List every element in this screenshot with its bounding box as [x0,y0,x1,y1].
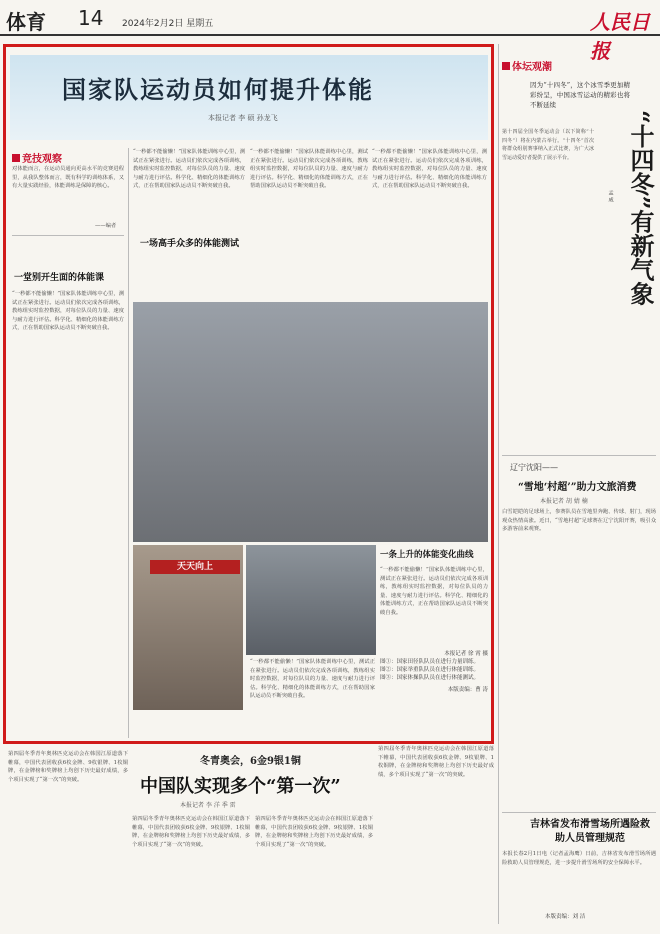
bottom-byline: 本报记者 李 洋 季 雷 [180,802,236,809]
commentary-text: 对体能而言，在运动员通向更高水平的竞赛进程里，从我队整体而言，既有科学的训练体系，又有大量实践经验，体能训练是保障的核心。 [12,166,124,190]
header-rule [0,34,660,36]
watch-intro: 因为“十四冬”，这个冰雪季更加精彩纷呈，中国冰雪运动的精彩也将不断延续 [530,81,630,109]
photo-gym-training [133,302,488,542]
jilin-body: 本报长春2月1日电（记者孟海鹰）日前，吉林省发布滑雪场所遇险救助人员管理规范，进一步提升滑雪场所的安全保障水平。 [502,851,656,866]
column-1-text: “一秒都不能偷懒！”国家队体能训练中心里，测试正在紧张进行。运动员们依次完成各项训练，教练组实时监控数据，对每位队员的力量、速度与耐力进行评估。科学化、精细化的体能训练方式，正在帮助国家队运动员不断突破自我。 [12,291,124,332]
newspaper-logo: 人民日报 [590,10,650,63]
divider [12,235,124,236]
watch-body: 第十四届全国冬季运动会（以下简称“十四冬”）将在内蒙古举行。“十四冬”首次将群众组别赛事纳入正式比赛，为广大冰雪运动爱好者提供了展示平台。 [502,129,594,161]
page-header [0,0,660,63]
snow-villa-body: 白雪皑皑的足球场上，参赛队员在雪地里奔跑、传球、射门，现场观众热情高涨。近日，“雪地村超”足球赛在辽宁沈阳开赛，吸引众多游客前来观赛。 [502,509,656,533]
divider [502,455,656,456]
commentary-author: ——编者 [95,223,117,229]
column-5-text: “一秒都不能偷懒！”国家队体能训练中心里，测试正在紧张进行。运动员们依次完成各项训练，教练组实时监控数据，对每位队员的力量、速度与耐力进行评估。科学化、精细化的体能训练方式，正在帮助国家队运动员不断突破自我。 [250,659,375,700]
bottom-subtitle: 冬青奥会，6金9银1铜 [200,756,301,767]
page-number: 14 [78,6,104,30]
watch-big-title: “十四冬”有新气象 [626,110,655,306]
column-6-text: “一秒都不能偷懒！”国家队体能训练中心里，测试正在紧张进行。运动员们依次完成各项训练，教练组实时监控数据，对每位队员的力量、速度与耐力进行评估。科学化、精细化的体能训练方式，正在帮助国家队运动员不断突破自我。 [380,567,488,616]
bottom-col-2: 第四届冬季青年奥林匹克运动会在韩国江原道落下帷幕，中国代表团收获6枚金牌、9枚银牌、1枚铜牌，在金牌榜和奖牌榜上均创下历史最好成绩，多个项目实现了“第一次”的突破。 [132,816,250,848]
photo-banner-text: 天天向上 [150,560,240,574]
bottom-col-3: 第四届冬季青年奥林匹克运动会在韩国江原道落下帷幕，中国代表团收获6枚金牌、9枚银牌、1枚铜牌，在金牌榜和奖牌榜上均创下历史最好成绩，多个项目实现了“第一次”的突破。 [255,816,373,848]
main-headline: 国家队运动员如何提升体能 [62,75,374,104]
photo-athlete-test [246,545,376,655]
section-name: 体育 [6,10,46,34]
red-square-icon [502,62,510,70]
bottom-headline: 中国队实现多个“第一次” [140,776,341,797]
column-divider [128,148,129,738]
column-2-text: “一秒都不能偷懒！”国家队体能训练中心里，测试正在紧张进行。运动员们依次完成各项训练，教练组实时监控数据，对每位队员的力量、速度与耐力进行评估。科学化、精细化的体能训练方式，正在帮助国家队运动员不断突破自我。 [133,149,245,190]
snow-villa-title: “雪地‘村超’”助力文旅消费 [518,482,637,493]
section3-title: 一条上升的体能变化曲线 [380,550,474,560]
column-4-text: “一秒都不能偷懒！”国家队体能训练中心里，测试正在紧张进行。运动员们依次完成各项训练，教练组实时监控数据，对每位队员的力量、速度与耐力进行评估。科学化、精细化的体能训练方式，正在帮助国家队运动员不断突破自我。 [372,149,487,190]
photo-captions: 本报记者 徐 霄 摄 图①：国家田径队队员在进行力量训练。 图②：国家举重队队员在进行体能训练。 图③：国家体操队队员在进行体能测试。 本版责编：曹 涛 [380,651,488,693]
commentary-tag: 竞技观察 [12,150,62,165]
divider [502,812,656,813]
right-editor: 本版责编：刘 洁 [545,914,586,920]
column-divider [498,44,499,924]
bottom-left-text: 第四届冬季青年奥林匹克运动会在韩国江原道落下帷幕，中国代表团收获6枚金牌、9枚银牌、1枚铜牌，在金牌榜和奖牌榜上均创下历史最好成绩，多个项目实现了“第一次”的突破。 [8,751,128,783]
section1-title: 一堂别开生面的体能课 [14,273,105,283]
red-square-icon [12,154,20,162]
section2-title: 一场高手众多的体能测试 [140,239,240,249]
watch-author: 孟 威 [607,190,613,203]
sports-watch-tag: 体坛观潮 [502,58,552,73]
bottom-col-4: 第四届冬季青年奥林匹克运动会在韩国江原道落下帷幕，中国代表团收获6枚金牌、9枚银牌、1枚铜牌，在金牌榜和奖牌榜上均创下历史最好成绩，多个项目实现了“第一次”的突破。 [378,746,494,778]
main-byline: 本报记者 李 硕 孙龙飞 [208,114,278,122]
issue-date: 2024年2月2日 星期五 [122,19,214,29]
jilin-title: 吉林省发布滑雪场所遇险救助人员管理规范 [530,819,650,844]
snow-villa-byline: 本报记者 胡 婧 楠 [540,498,588,505]
column-3-text: “一秒都不能偷懒！”国家队体能训练中心里，测试正在紧张进行。运动员们依次完成各项训练，教练组实时监控数据，对每位队员的力量、速度与耐力进行评估。科学化、精细化的体能训练方式，正在帮助国家队运动员不断突破自我。 [250,149,368,190]
location-tag: 辽宁沈阳—— [510,463,558,472]
